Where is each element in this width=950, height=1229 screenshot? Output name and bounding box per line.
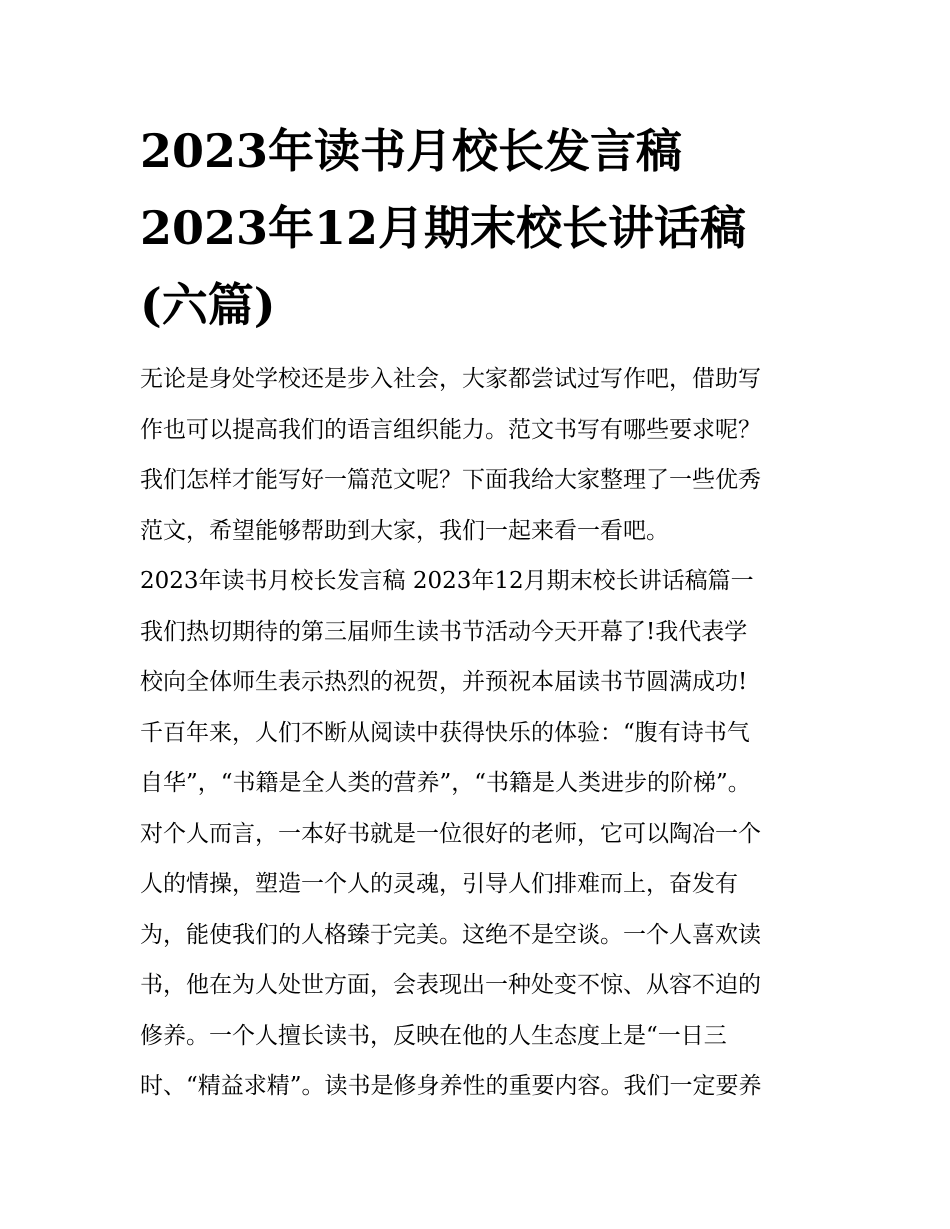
body-line: 范文，希望能够帮助到大家，我们一起来看一看吧。 xyxy=(140,518,669,544)
body-line: 对个人而言，一本好书就是一位很好的老师，它可以陶冶一个 xyxy=(140,821,761,847)
document-title-line-2: 2023年12月期末校长讲话稿 xyxy=(140,201,747,255)
body-line: 书，他在为人处世方面，会表现出一种处变不惊、从容不迫的 xyxy=(140,972,761,998)
body-line: 时、“精益求精”。读书是修身养性的重要内容。我们一定要养 xyxy=(140,1073,762,1099)
body-line: 人的情操，塑造一个人的灵魂，引导人们排难而上，奋发有 xyxy=(140,871,738,897)
body-line: 校向全体师生表示热烈的祝贺，并预祝本届读书节圆满成功! xyxy=(140,669,748,695)
body-line: 修养。一个人擅长读书，反映在他的人生态度上是“一日三 xyxy=(140,1023,727,1049)
body-line: 无论是身处学校还是步入社会，大家都尝试过写作吧，借助写 xyxy=(140,366,761,392)
body-line: 自华”，“书籍是全人类的营养”，“书籍是人类进步的阶梯”。 xyxy=(140,770,751,796)
body-line: 我们热切期待的第三届师生读书节活动今天开幕了!我代表学 xyxy=(140,619,748,645)
body-line: 千百年来，人们不断从阅读中获得快乐的体验：“腹有诗书气 xyxy=(140,720,750,746)
body-line: 为，能使我们的人格臻于完美。这绝不是空谈。一个人喜欢读 xyxy=(140,922,761,948)
document-title-line-3: (六篇) xyxy=(140,278,276,332)
document-title-line-1: 2023年读书月校长发言稿 xyxy=(140,124,683,178)
body-line: 我们怎样才能写好一篇范文呢？下面我给大家整理了一些优秀 xyxy=(140,467,761,493)
section-heading-line: 2023年读书月校长发言稿 2023年12月期末校长讲话稿篇一 xyxy=(140,568,754,594)
body-line: 作也可以提高我们的语言组织能力。范文书写有哪些要求呢？ xyxy=(140,417,761,443)
